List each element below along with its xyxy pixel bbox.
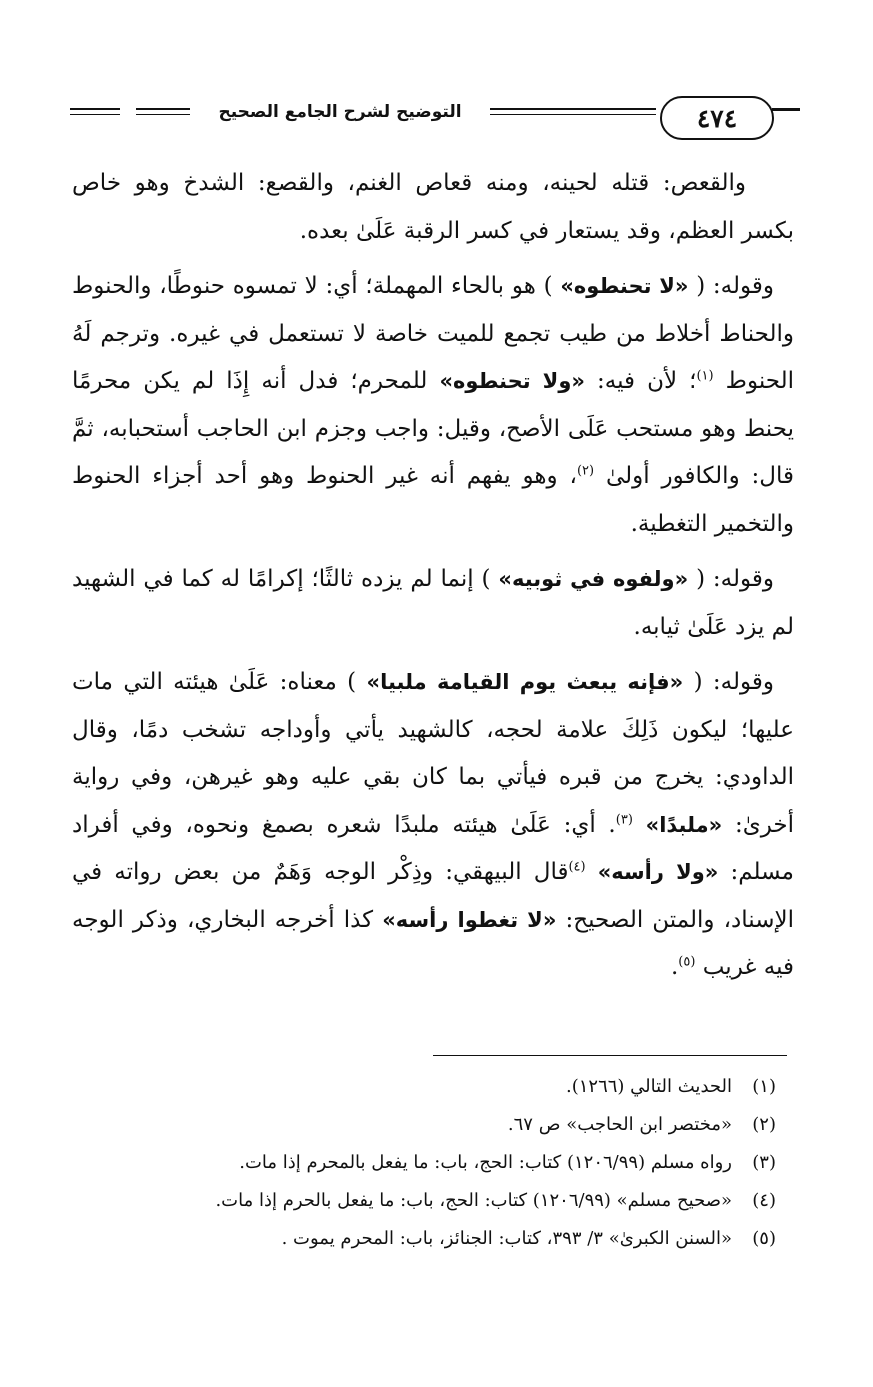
paragraph-text: . أي: عَلَىٰ هيئته ملبدًا شعره بصمغ ونحوه، وفي أفراد مسلم: <box>72 811 794 885</box>
paragraph-text: . <box>670 954 679 980</box>
footnote-number: (٤) <box>752 1190 776 1211</box>
main-text <box>72 160 794 1000</box>
hadith-quote: «ملبدًا» <box>645 812 723 837</box>
footnote-ref: (٣) <box>615 811 633 827</box>
header-rule <box>70 114 120 115</box>
footnotes-list <box>72 1068 794 1258</box>
footnote-text: «مختصر ابن الحاجب» ص ٦٧. <box>507 1114 732 1135</box>
paragraph-text: وقوله: ( <box>693 669 774 695</box>
hadith-quote: «ولفوه في ثوبيه» <box>498 567 689 591</box>
paragraph <box>72 263 794 548</box>
footnote-text: «صحيح مسلم» (١٢٠٦/٩٩) كتاب: الحج، باب: ما يفعل بالحرم إذا مات. <box>215 1190 732 1211</box>
paragraph <box>72 659 794 992</box>
footnote-number: (١) <box>752 1076 776 1097</box>
paragraph <box>72 160 794 255</box>
footnote-text: الحديث التالي (١٢٦٦). <box>565 1076 732 1097</box>
hadith-quote: «لا تغطوا رأسه» <box>382 907 557 932</box>
header-rule <box>70 108 120 110</box>
paragraph-text: قال البيهقي: وذِكْر الوجه وَهَمٌ من بعض رواته في الإسناد، والمتن الصحيح: <box>72 859 795 933</box>
hadith-quote: «ولا رأسه» <box>597 860 719 884</box>
footnote-item <box>72 1068 794 1106</box>
paragraph-text: ) معناه: عَلَىٰ هيئته التي مات عليها؛ ليكون ذَلِكَ علامة لحجه، كالشهيد يأتي وأوداجه تشخب دمًا، وقال الداودي: يخرج من قبره فيأتي بما كان بقي عليه وهو غيرهن، وفي رواية أخرىٰ: <box>72 669 795 838</box>
paragraph-text: ، وهو يفهم أنه غير الحنوط وهو أحد أجزاء الحنوط والتخمير التغطية. <box>72 463 794 537</box>
hadith-quote: «فإنه يبعث يوم القيامة ملبيا» <box>366 670 684 694</box>
footnote-number: (٢) <box>752 1114 776 1135</box>
footnote-item <box>72 1220 794 1258</box>
hadith-quote: «لا تحنطوه» <box>560 274 689 298</box>
hadith-quote: «ولا تحنطوه» <box>439 369 585 393</box>
footnote-ref: (٥) <box>678 954 696 970</box>
footnote-item <box>72 1182 794 1220</box>
paragraph-text: ) هو بالحاء المهملة؛ أي: لا تمسوه حنوطًا، والحنوط والحناط أخلاط من طيب تجمع للميت خاصة لا تستعمل في غيره. وترجم لَهُ الحنوط <box>72 273 795 394</box>
page-header <box>70 96 800 140</box>
paragraph-text: كذا أخرجه البخاري، وذكر الوجه فيه غريب <box>72 906 794 980</box>
footnote-item <box>72 1106 794 1144</box>
footnote-ref: (٢) <box>576 463 595 479</box>
footnote-text: رواه مسلم (١٢٠٦/٩٩) كتاب: الحج، باب: ما يفعل بالمحرم إذا مات. <box>239 1152 732 1173</box>
footnote-separator <box>433 1055 787 1056</box>
paragraph-text: وقوله: ( <box>696 273 774 299</box>
header-rule <box>772 108 800 111</box>
footnote-ref: (٤) <box>568 859 586 875</box>
footnote-number: (٣) <box>752 1152 776 1173</box>
paragraph-text: وقوله: ( <box>696 566 774 592</box>
paragraph-text: والقعص: قتله لحينه، ومنه قعاص الغنم، والقصع: الشدخ وهو خاص بكسر العظم، وقد يستعار في كسر الرقبة عَلَىٰ بعده. <box>72 170 794 244</box>
footnote-ref: (١) <box>696 368 714 384</box>
footnote-item <box>72 1144 794 1182</box>
page-number: ٤٧٤ <box>660 96 774 140</box>
footnote-number: (٥) <box>752 1228 776 1249</box>
footnote-text: «السنن الكبرىٰ» ٣/ ٣٩٣، كتاب: الجنائز، باب: المحرم يموت . <box>281 1228 732 1249</box>
running-title: التوضيح لشرح الجامع الصحيح <box>190 102 490 122</box>
paragraph-text: للمحرم؛ فدل أنه إِذَا لم يكن محرمًا يحنط وهو مستحب عَلَى الأصح، وقيل: واجب وجزم ابن الحاجب أستحبابه، ثمَّ قال: والكافور أولىٰ <box>72 368 794 489</box>
paragraph <box>72 556 794 651</box>
paragraph-text: ؛ لأن فيه: <box>597 368 697 394</box>
paragraph-text: ) إنما لم يزده ثالثًا؛ إكرامًا له كما في الشهيد لم يزد عَلَىٰ ثيابه. <box>72 566 794 640</box>
